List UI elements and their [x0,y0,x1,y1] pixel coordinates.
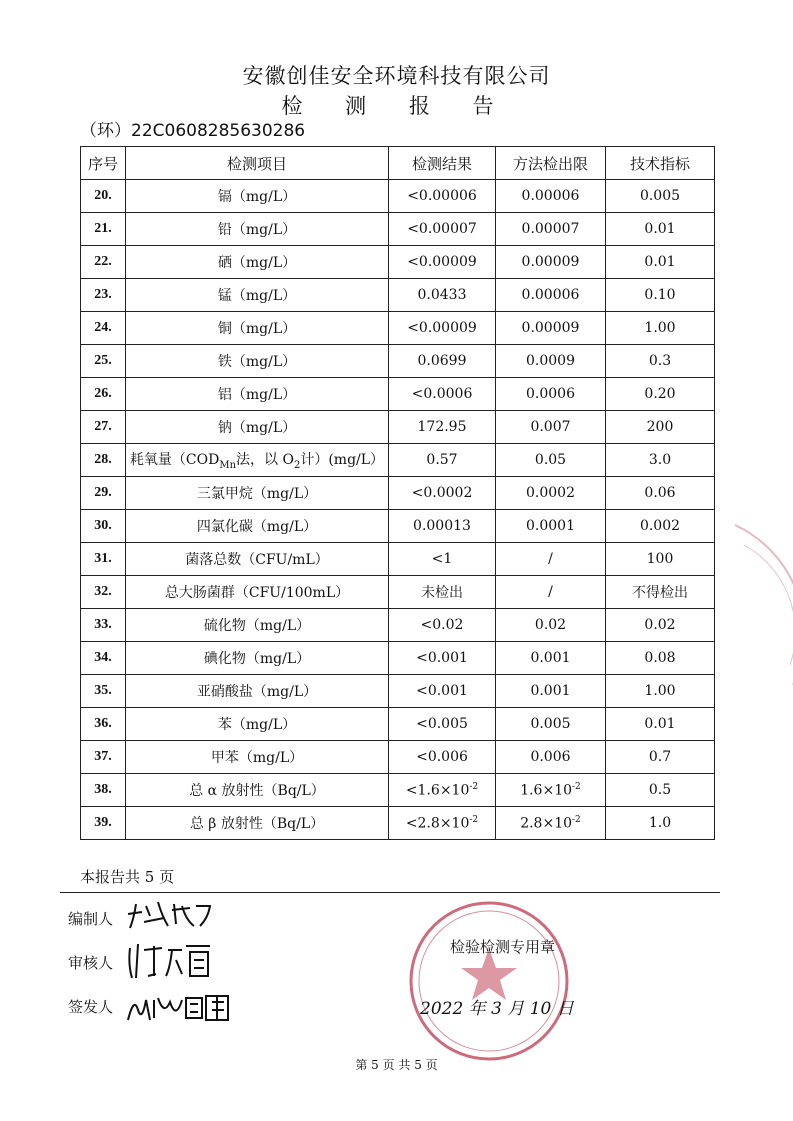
divider [60,892,720,893]
row-number: 38. [81,774,126,807]
exponent: -2 [469,781,479,792]
test-item: 硫化物（mg/L） [126,609,389,642]
test-item: 碘化物（mg/L） [126,642,389,675]
test-result: <0.001 [389,675,496,708]
test-result: 0.00013 [389,510,496,543]
table-header-row [81,147,715,180]
test-item-text: 耗氧量（COD [129,452,220,469]
test-item: 钠（mg/L） [126,411,389,444]
detection-limit: 0.005 [496,708,606,741]
column-header: 检测项目 [126,147,389,180]
technical-standard: 0.10 [606,279,715,312]
test-result: 0.0433 [389,279,496,312]
detection-limit: 0.0001 [496,510,606,543]
technical-standard: 0.20 [606,378,715,411]
reviewer-label: 审核人 [68,954,114,972]
inspection-seal-stamp [404,896,574,1066]
subscript: 2 [293,459,301,471]
test-result: 172.95 [389,411,496,444]
detection-limit-base: 2.8×10 [520,815,573,832]
column-header: 技术指标 [606,147,715,180]
test-item: 硒（mg/L） [126,246,389,279]
reviewer-signature [124,938,216,982]
row-number: 32. [81,576,126,609]
test-result: 0.0699 [389,345,496,378]
row-number: 25. [81,345,126,378]
detection-limit: 0.00006 [496,279,606,312]
table-row [81,774,715,807]
row-number: 21. [81,213,126,246]
test-item: 甲苯（mg/L） [126,741,389,774]
test-item [126,444,389,477]
company-name: 安徽创佳安全环境科技有限公司 [242,64,551,88]
test-item-text: 计）(mg/L） [300,452,385,469]
compiler-signature [124,896,216,932]
test-result: <0.02 [389,609,496,642]
table-row [81,378,715,411]
technical-standard: 200 [606,411,715,444]
test-item-text: 法，以 O [236,452,294,469]
technical-standard: 1.00 [606,312,715,345]
test-item: 总大肠菌群（CFU/100mL） [126,576,389,609]
row-number: 31. [81,543,126,576]
technical-standard: 0.5 [606,774,715,807]
detection-limit: 0.00009 [496,246,606,279]
detection-limit: 0.0009 [496,345,606,378]
issue-date: 2022 年 3 月 10 日 [420,999,574,1019]
test-item: 铜（mg/L） [126,312,389,345]
column-header: 检测结果 [389,147,496,180]
table-row [81,708,715,741]
table-row [81,444,715,477]
detection-limit: / [496,543,606,576]
row-number: 29. [81,477,126,510]
table-row [81,213,715,246]
detection-limit: 0.00006 [496,180,606,213]
test-result [389,807,496,840]
detection-limit: / [496,576,606,609]
detection-limit: 0.001 [496,642,606,675]
row-number: 33. [81,609,126,642]
test-result: <0.00009 [389,312,496,345]
stamp-title: 检验检测专用章 [450,938,556,956]
test-result: <0.00009 [389,246,496,279]
issuer-label: 签发人 [68,998,114,1016]
exponent: -2 [469,814,479,825]
side-seal-stamp [730,515,793,695]
detection-limit: 0.00007 [496,213,606,246]
test-result [389,774,496,807]
row-number: 39. [81,807,126,840]
technical-standard: 0.06 [606,477,715,510]
detection-limit-base: 1.6×10 [520,782,573,799]
column-header: 方法检出限 [496,147,606,180]
compiler-label: 编制人 [68,910,114,928]
table-row [81,609,715,642]
test-item: 铅（mg/L） [126,213,389,246]
technical-standard: 0.7 [606,741,715,774]
test-item: 总 β 放射性（Bq/L） [126,807,389,840]
report-number: （环）22C0608285630286 [80,121,306,141]
row-number: 22. [81,246,126,279]
test-result: <0.00006 [389,180,496,213]
detection-limit: 0.001 [496,675,606,708]
row-number: 37. [81,741,126,774]
technical-standard: 0.005 [606,180,715,213]
technical-standard: 0.02 [606,609,715,642]
test-result: <0.001 [389,642,496,675]
results-table [80,146,715,840]
detection-limit: 0.007 [496,411,606,444]
test-result-base: <1.6×10 [405,782,470,799]
test-result: <1 [389,543,496,576]
test-result: <0.0006 [389,378,496,411]
technical-standard: 不得检出 [606,576,715,609]
test-item: 亚硝酸盐（mg/L） [126,675,389,708]
row-number: 35. [81,675,126,708]
issuer-signature [124,986,234,1026]
table-row [81,642,715,675]
test-result: <0.006 [389,741,496,774]
test-item: 铁（mg/L） [126,345,389,378]
detection-limit: 0.0006 [496,378,606,411]
test-item: 镉（mg/L） [126,180,389,213]
table-body [81,180,715,840]
row-number: 20. [81,180,126,213]
technical-standard: 3.0 [606,444,715,477]
table-row [81,312,715,345]
table-row [81,411,715,444]
test-item: 菌落总数（CFU/mL） [126,543,389,576]
test-result: 0.57 [389,444,496,477]
detection-limit: 0.05 [496,444,606,477]
detection-limit [496,774,606,807]
technical-standard: 1.0 [606,807,715,840]
table-row [81,675,715,708]
technical-standard: 0.002 [606,510,715,543]
test-result: <0.0002 [389,477,496,510]
test-item: 苯（mg/L） [126,708,389,741]
detection-limit: 0.006 [496,741,606,774]
row-number: 30. [81,510,126,543]
test-result: <0.005 [389,708,496,741]
test-item: 铝（mg/L） [126,378,389,411]
test-result: <0.00007 [389,213,496,246]
test-item: 四氯化碳（mg/L） [126,510,389,543]
detection-limit: 0.0002 [496,477,606,510]
exponent: -2 [572,814,581,825]
column-header: 序号 [81,147,126,180]
page-number: 第 5 页 共 5 页 [355,1058,438,1072]
table-row [81,246,715,279]
test-item: 总 α 放射性（Bq/L） [126,774,389,807]
technical-standard: 0.01 [606,213,715,246]
table-row [81,543,715,576]
exponent: -2 [572,781,581,792]
row-number: 36. [81,708,126,741]
technical-standard: 0.01 [606,246,715,279]
document-title: 检 测 报 告 [281,94,512,118]
technical-standard: 1.00 [606,675,715,708]
table-row [81,576,715,609]
table-row [81,477,715,510]
technical-standard: 0.01 [606,708,715,741]
technical-standard: 100 [606,543,715,576]
detection-limit: 0.02 [496,609,606,642]
detection-limit: 0.00009 [496,312,606,345]
table-row [81,180,715,213]
test-result: 未检出 [389,576,496,609]
row-number: 27. [81,411,126,444]
test-item: 三氯甲烷（mg/L） [126,477,389,510]
technical-standard: 0.08 [606,642,715,675]
test-result-base: <2.8×10 [405,815,470,832]
table-row [81,741,715,774]
row-number: 24. [81,312,126,345]
table-row [81,345,715,378]
detection-limit [496,807,606,840]
row-number: 28. [81,444,126,477]
row-number: 34. [81,642,126,675]
table-row [81,807,715,840]
row-number: 23. [81,279,126,312]
test-item: 锰（mg/L） [126,279,389,312]
subscript: Mn [219,459,237,471]
row-number: 26. [81,378,126,411]
table-row [81,510,715,543]
total-pages-note: 本报告共 5 页 [80,868,175,886]
technical-standard: 0.3 [606,345,715,378]
table-row [81,279,715,312]
